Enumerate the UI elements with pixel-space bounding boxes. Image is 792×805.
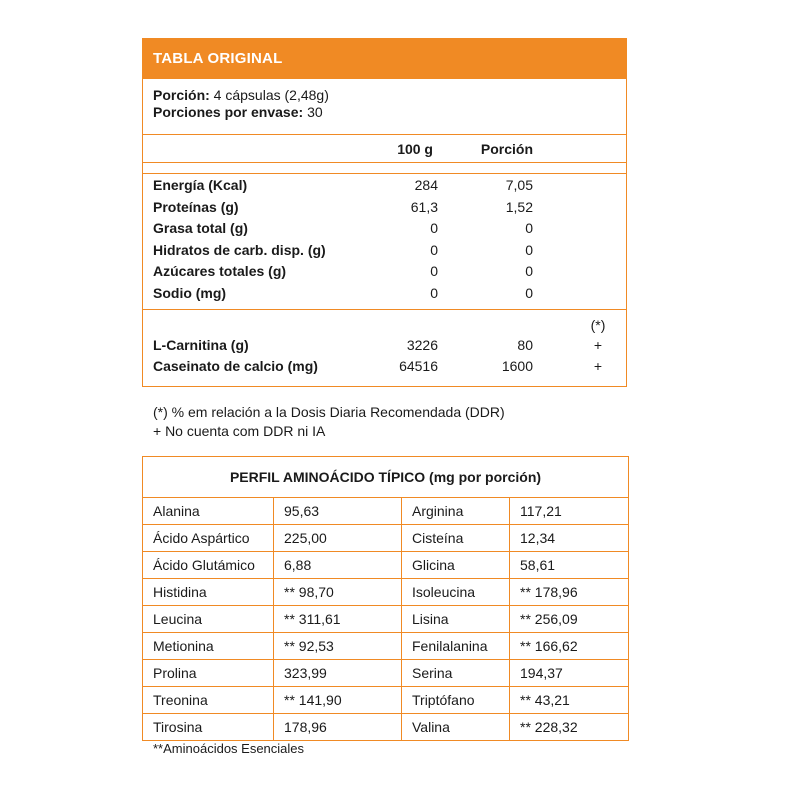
amino-value: ** 178,96 <box>510 579 629 606</box>
amino-name: Valina <box>402 714 510 741</box>
amino-value: ** 228,32 <box>510 714 629 741</box>
portion-label: Porción: <box>153 87 210 103</box>
amino-value: ** 141,90 <box>274 687 402 714</box>
amino-name: Arginina <box>402 498 510 525</box>
amino-profile-table <box>142 456 629 741</box>
nutrient-row <box>143 263 626 285</box>
nutrient-label: Sodio (mg) <box>153 284 227 301</box>
amino-value: 323,99 <box>274 660 402 687</box>
amino-name: Ácido Aspártico <box>143 525 274 552</box>
amino-row <box>143 606 629 633</box>
amino-value: 225,00 <box>274 525 402 552</box>
amino-row <box>143 714 629 741</box>
nutrient-label: Azúcares totales (g) <box>153 263 287 279</box>
nutrient-label: Grasa total (g) <box>153 220 248 236</box>
essential-amino-footnote: **Aminoácidos Esenciales <box>153 741 305 756</box>
amino-name: Triptófano <box>402 687 510 714</box>
nutrient-label: Proteínas (g) <box>153 198 239 215</box>
extra-label: Caseinato de calcio (mg) <box>153 358 318 374</box>
servings-label: Porciones por envase: <box>153 104 304 120</box>
nutrient-rows <box>143 177 626 306</box>
nutrient-label: Hidratos de carb. disp. (g) <box>153 241 326 258</box>
amino-name: Tirosina <box>143 714 274 741</box>
nutrient-value-portion: 1,52 <box>505 198 533 215</box>
amino-title: PERFIL AMINOÁCIDO TÍPICO (mg por porción) <box>143 457 629 498</box>
amino-value: 6,88 <box>274 552 402 579</box>
amino-value: ** 166,62 <box>510 633 629 660</box>
nutrient-value-100g: 284 <box>414 177 438 193</box>
nutrient-row <box>143 242 626 264</box>
extra-rows <box>143 317 626 379</box>
nutrition-table <box>142 38 627 387</box>
header-divider <box>143 162 626 163</box>
amino-value: 95,63 <box>274 498 402 525</box>
ddr-notes <box>153 403 505 441</box>
amino-name: Metionina <box>143 633 274 660</box>
nutrient-label: Energía (Kcal) <box>153 177 248 193</box>
amino-name: Fenilalanina <box>402 633 510 660</box>
extra-label: L-Carnitina (g) <box>153 337 249 353</box>
nutrient-value-100g: 0 <box>430 220 438 236</box>
extra-value-100g: 3226 <box>406 337 438 353</box>
amino-title-row <box>143 457 629 498</box>
amino-value: 117,21 <box>510 498 629 525</box>
nutrition-title: TABLA ORIGINAL <box>143 39 626 79</box>
amino-name: Leucina <box>143 606 274 633</box>
portion-line <box>153 87 626 104</box>
nutrient-value-portion: 0 <box>525 284 533 301</box>
extra-row <box>143 358 626 379</box>
nutrient-row <box>143 199 626 221</box>
no-ddr-note-line: + No cuenta com DDR ni IA <box>153 423 326 439</box>
amino-value: ** 256,09 <box>510 606 629 633</box>
nutrient-value-portion: 0 <box>525 263 533 279</box>
column-header-row <box>143 134 626 163</box>
amino-name: Prolina <box>143 660 274 687</box>
amino-name: Histidina <box>143 579 274 606</box>
nutrient-value-100g: 0 <box>430 263 438 279</box>
ddr-header: (*) <box>590 317 606 333</box>
portion-value: 4 cápsulas (2,48g) <box>213 87 329 103</box>
nutrient-value-100g: 61,3 <box>410 198 438 215</box>
amino-value: ** 98,70 <box>274 579 402 606</box>
nutrient-value-portion: 7,05 <box>505 177 533 193</box>
extra-value-portion: 80 <box>517 337 533 353</box>
col-portion-header: Porción <box>480 141 533 157</box>
amino-name: Lisina <box>402 606 510 633</box>
amino-name: Serina <box>402 660 510 687</box>
amino-row <box>143 525 629 552</box>
extra-row <box>143 337 626 358</box>
extra-ddr: + <box>593 337 603 353</box>
amino-row <box>143 498 629 525</box>
amino-value: 12,34 <box>510 525 629 552</box>
ddr-note-line: (*) % em relación a la Dosis Diaria Recomendada (DDR) <box>153 404 505 420</box>
amino-value: ** 92,53 <box>274 633 402 660</box>
nutrient-row <box>143 285 626 307</box>
amino-value: 194,37 <box>510 660 629 687</box>
amino-value: ** 311,61 <box>274 606 402 633</box>
amino-name: Treonina <box>143 687 274 714</box>
nutrient-value-100g: 0 <box>430 241 438 258</box>
amino-row <box>143 660 629 687</box>
nutrient-divider <box>143 309 626 310</box>
amino-value: 178,96 <box>274 714 402 741</box>
extra-value-100g: 64516 <box>399 358 438 374</box>
amino-name: Isoleucina <box>402 579 510 606</box>
amino-value: 58,61 <box>510 552 629 579</box>
amino-name: Ácido Glutámico <box>143 552 274 579</box>
amino-row <box>143 633 629 660</box>
ddr-header-row <box>143 317 626 337</box>
amino-row <box>143 687 629 714</box>
extra-value-portion: 1600 <box>501 358 533 374</box>
extra-ddr: + <box>593 358 603 374</box>
col-100g-header: 100 g <box>397 141 433 157</box>
nutrient-value-portion: 0 <box>525 241 533 258</box>
amino-value: ** 43,21 <box>510 687 629 714</box>
amino-row <box>143 552 629 579</box>
amino-name: Cisteína <box>402 525 510 552</box>
amino-row <box>143 579 629 606</box>
amino-name: Alanina <box>143 498 274 525</box>
servings-value: 30 <box>307 104 323 120</box>
nutrient-value-portion: 0 <box>525 220 533 236</box>
amino-name: Glicina <box>402 552 510 579</box>
nutrient-row <box>143 220 626 242</box>
servings-line <box>153 104 626 121</box>
nutrient-value-100g: 0 <box>430 284 438 301</box>
nutrient-row <box>143 177 626 199</box>
